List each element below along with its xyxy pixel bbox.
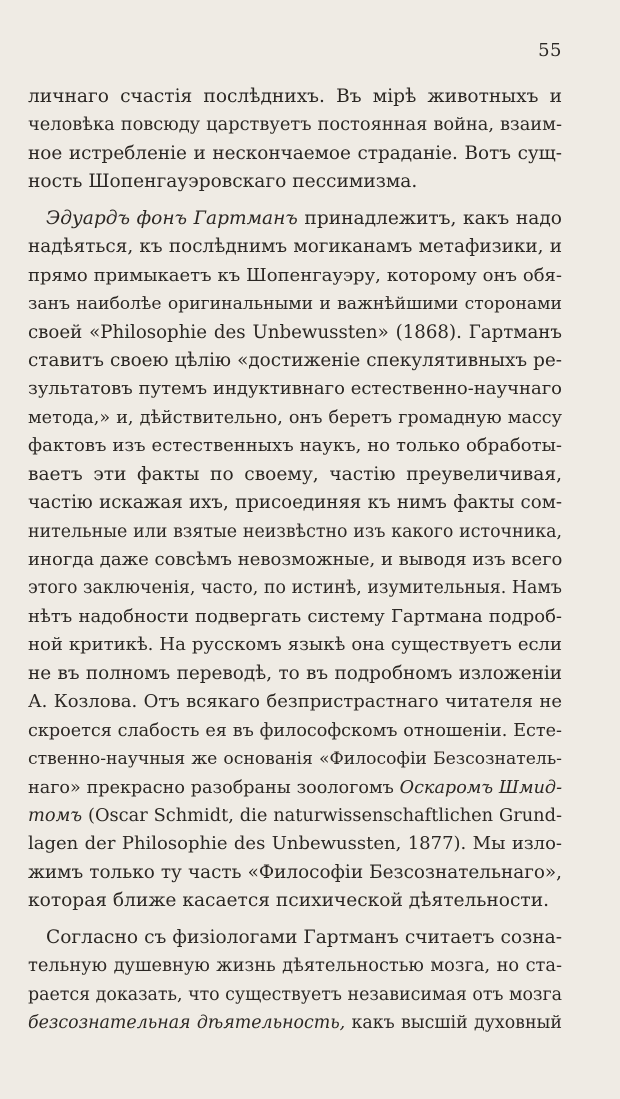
text-line: зультатовъ путемъ индуктивнаго естественно-научнаго [28, 378, 562, 400]
text-line: человѣка повсюду царствуетъ постоянная война, взаим- [28, 114, 562, 136]
text-line: томъ (Oscar Schmidt, die naturwissenschaftlichen Grund- [28, 804, 562, 826]
text-line: занъ наиболѣе оригинальными и важнѣйшими сторонами [28, 294, 562, 315]
text-line: А. Козлова. Отъ всякаго безпристрастнаго читателя не [28, 691, 562, 713]
page-number: 55 [538, 40, 562, 61]
text-line: ваетъ эти факты по своему, частію преувеличивая, [28, 463, 562, 485]
page-text [28, 83, 562, 1037]
author-name-italic: Эдуардъ фонъ Гартманъ [46, 207, 298, 229]
text-line: прямо примыкаетъ къ Шопенгауэру, которому онъ обя- [28, 264, 562, 286]
text-line: рается доказать, что существуетъ независимая отъ мозга [28, 984, 562, 1005]
text-line: нѣтъ надобности подвергать систему Гартмана подроб- [28, 605, 562, 627]
text-line: своей «Philosophie des Unbewussten» (1868). Гартманъ [28, 321, 562, 343]
text-line: ное истребленіе и нескончаемое страданіе. Вотъ сущ- [28, 142, 562, 164]
text-line: lagen der Philosophie des Unbewussten, 1877). Мы изло- [28, 833, 562, 855]
name-italic: Оскаромъ Шмид- [399, 777, 563, 798]
text-line: надѣяться, къ послѣднимъ могиканамъ метафизики, и [28, 236, 562, 258]
name-italic: томъ [28, 804, 83, 826]
text-line: личнаго счастія послѣднихъ. Въ мірѣ животныхъ и [28, 86, 562, 107]
text-line: этого заключенія, часто, по истинѣ, изумительныя. Намъ [28, 578, 562, 599]
text-line: безсознательная дѣятельность, какъ высшій духовный [28, 1013, 562, 1033]
text-line: которая ближе касается психической дѣятельности. [28, 890, 550, 912]
text-line: нительные или взятые неизвѣстно изъ какого источника, [28, 521, 562, 542]
text-line: ственно-научныя же основанія «Философіи Безсознатель- [28, 749, 562, 770]
text-line: скроется слабость ея въ философскомъ отношеніи. Есте- [28, 720, 562, 741]
term-italic: безсознательная дѣятельность, [28, 1013, 346, 1033]
text-line: Согласно съ физіологами Гартманъ считаетъ созна- [46, 926, 562, 948]
text-line: наго» прекрасно разобраны зоологомъ Оскаромъ Шмид- [28, 777, 563, 798]
text-line: иногда даже совсѣмъ невозможные, и выводя изъ всего [28, 549, 563, 570]
text-line: ной критикѣ. На русскомъ языкѣ она существуетъ если [28, 634, 562, 656]
text-line: Эдуардъ фонъ Гартманъ принадлежитъ, какъ надо [46, 207, 562, 229]
text-line: фактовъ изъ естественныхъ наукъ, но только обработы- [28, 435, 562, 457]
text-line: частію искажая ихъ, присоединяя къ нимъ факты сом- [28, 492, 562, 514]
text-line: ность Шопенгауэровскаго пессимизма. [28, 171, 418, 193]
text-line: метода,» и, дѣйствительно, онъ беретъ громадную массу [28, 407, 562, 428]
text-line: тельную душевную жизнь дѣятельностью мозга, но ста- [28, 955, 562, 977]
text-line: жимъ только ту часть «Философіи Безсознательнаго», [28, 861, 562, 883]
text-line: ставитъ своею цѣлію «достиженіе спекулятивныхъ ре- [28, 349, 562, 371]
text-line: не въ полномъ переводѣ, то въ подробномъ изложеніи [28, 662, 562, 684]
